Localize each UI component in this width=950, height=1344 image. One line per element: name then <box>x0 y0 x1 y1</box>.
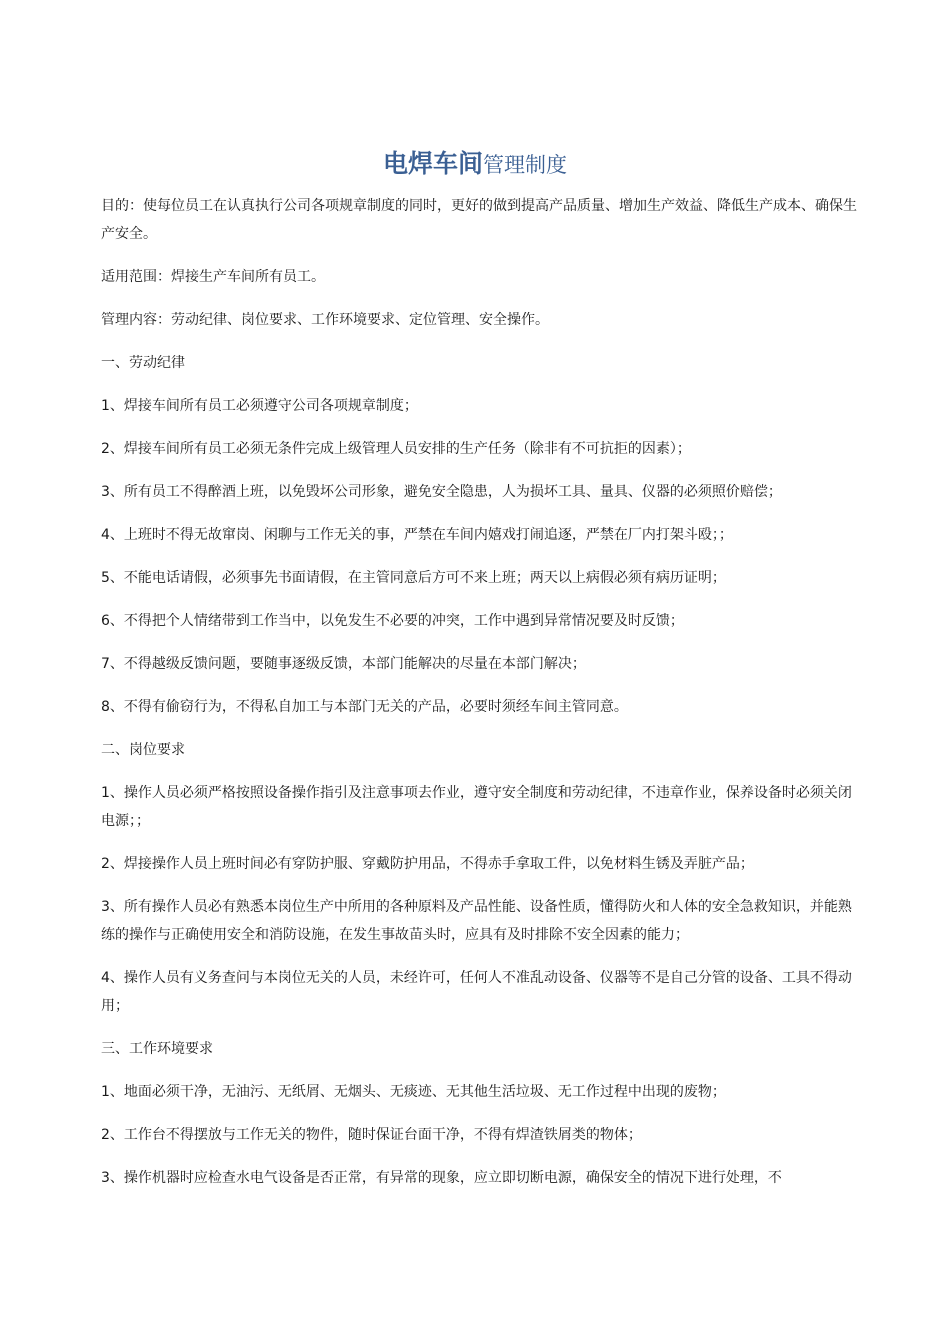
document-body <box>101 192 863 1192</box>
section-heading-2: 二、岗位要求 <box>101 742 185 758</box>
list-item: 1、焊接车间所有员工必须遵守公司各项规章制度； <box>101 398 418 414</box>
list-item: 8、不得有偷窃行为，不得私自加工与本部门无关的产品，必要时须经车间主管同意。 <box>101 699 628 715</box>
list-item: 2、焊接操作人员上班时间必有穿防护服、穿戴防护用品，不得赤手拿取工件，以免材料生锈及弄脏产品； <box>101 856 754 872</box>
list-item: 2、焊接车间所有员工必须无条件完成上级管理人员安排的生产任务（除非有不可抗拒的因素）； <box>101 441 691 457</box>
list-item: 4、上班时不得无故窜岗、闲聊与工作无关的事，严禁在车间内嬉戏打闹追逐，严禁在厂内打架斗殴；； <box>101 527 733 543</box>
list-item: 2、工作台不得摆放与工作无关的物件，随时保证台面干净，不得有焊渣铁屑类的物体； <box>101 1127 642 1143</box>
title-main: 电焊车间 <box>382 149 483 178</box>
title-sub: 管理制度 <box>483 153 567 177</box>
list-item: 7、不得越级反馈问题，要随事逐级反馈，本部门能解决的尽量在本部门解决； <box>101 656 586 672</box>
document-title <box>0 146 950 185</box>
content-paragraph: 管理内容：劳动纪律、岗位要求、工作环境要求、定位管理、安全操作。 <box>101 312 549 328</box>
list-item: 3、所有操作人员必有熟悉本岗位生产中所用的各种原料及产品性能、设备性质，懂得防火和人体的安全急救知识，并能熟练的操作与正确使用安全和消防设施，在发生事故苗头时，应具有及时排除不安全因素的能力； <box>101 899 852 943</box>
list-item: 4、操作人员有义务查问与本岗位无关的人员，未经许可，任何人不准乱动设备、仪器等不是自己分管的设备、工具不得动用； <box>101 970 852 1014</box>
list-item: 6、不得把个人情绪带到工作当中，以免发生不必要的冲突，工作中遇到异常情况要及时反馈； <box>101 613 684 629</box>
purpose-paragraph: 目的：使每位员工在认真执行公司各项规章制度的同时，更好的做到提高产品质量、增加生产效益、降低生产成本、确保生产安全。 <box>101 198 857 242</box>
list-item: 3、所有员工不得醉酒上班，以免毁坏公司形象，避免安全隐患，人为损坏工具、量具、仪器的必须照价赔偿； <box>101 484 782 500</box>
list-item: 5、不能电话请假，必须事先书面请假，在主管同意后方可不来上班；两天以上病假必须有病历证明； <box>101 570 726 586</box>
section-heading-3: 三、工作环境要求 <box>101 1041 213 1057</box>
scope-paragraph: 适用范围：焊接生产车间所有员工。 <box>101 269 325 285</box>
list-item: 1、地面必须干净，无油污、无纸屑、无烟头、无痰迹、无其他生活垃圾、无工作过程中出现的废物； <box>101 1084 726 1100</box>
section-heading-1: 一、劳动纪律 <box>101 355 185 371</box>
list-item: 3、操作机器时应检查水电气设备是否正常，有异常的现象，应立即切断电源，确保安全的情况下进行处理，不 <box>101 1170 782 1186</box>
list-item: 1、操作人员必须严格按照设备操作指引及注意事项去作业，遵守安全制度和劳动纪律，不违章作业，保养设备时必须关闭电源；； <box>101 785 852 829</box>
